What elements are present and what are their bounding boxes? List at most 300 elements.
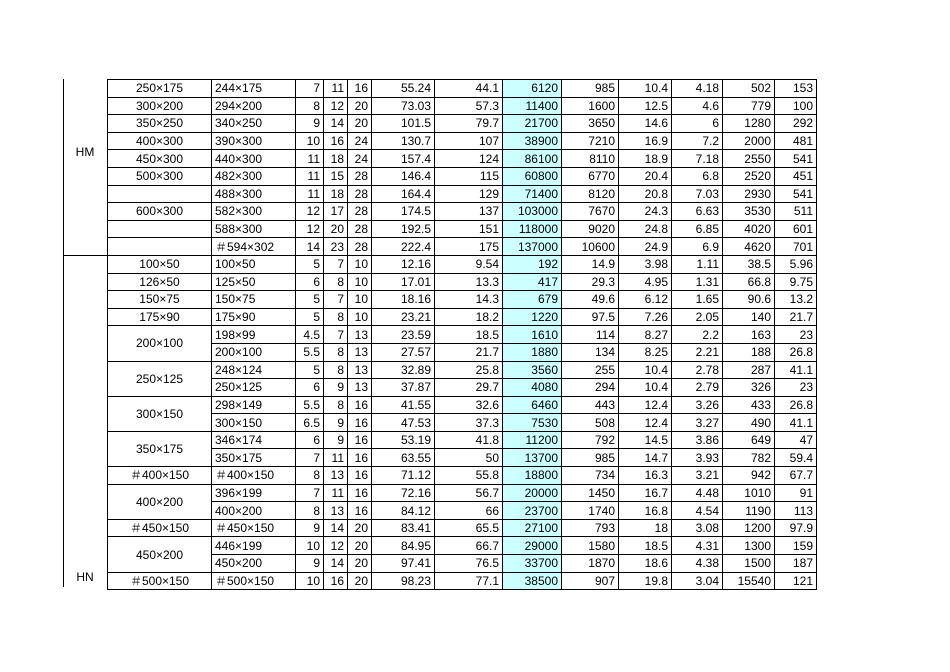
table-cell: 10 bbox=[348, 308, 372, 326]
table-cell: 20.8 bbox=[619, 185, 672, 203]
table-cell: 7.26 bbox=[619, 308, 672, 326]
table-cell: 287 bbox=[723, 361, 775, 379]
table-cell: 187 bbox=[775, 555, 817, 573]
section-size-cell: 350×175 bbox=[212, 449, 296, 467]
table-cell: 16 bbox=[324, 572, 348, 590]
table-cell: 14.5 bbox=[619, 431, 672, 449]
table-cell: 23.21 bbox=[372, 308, 435, 326]
table-row bbox=[108, 396, 817, 414]
table-row bbox=[108, 537, 817, 555]
table-cell: 137 bbox=[435, 203, 503, 221]
table-cell: 3.27 bbox=[672, 414, 723, 432]
table-row bbox=[108, 167, 817, 185]
table-cell: 140 bbox=[723, 308, 775, 326]
table-cell: 188 bbox=[723, 343, 775, 361]
table-cell: 25.8 bbox=[435, 361, 503, 379]
table-cell: 7210 bbox=[562, 132, 619, 150]
table-cell: 16 bbox=[348, 396, 372, 414]
table-cell: 16.8 bbox=[619, 502, 672, 520]
section-size-cell: 200×100 bbox=[212, 343, 296, 361]
table-cell: 5.5 bbox=[296, 396, 324, 414]
table-cell: 1220 bbox=[503, 308, 562, 326]
table-cell: 907 bbox=[562, 572, 619, 590]
table-cell: 2.21 bbox=[672, 343, 723, 361]
table-cell: 8 bbox=[324, 343, 348, 361]
section-size-cell: 175×90 bbox=[212, 308, 296, 326]
table-cell: 6 bbox=[296, 273, 324, 291]
table-cell: 13 bbox=[324, 467, 348, 485]
table-cell: 4.48 bbox=[672, 484, 723, 502]
table-cell: 49.6 bbox=[562, 291, 619, 309]
table-cell: 12 bbox=[296, 220, 324, 238]
table-cell: 18 bbox=[324, 150, 348, 168]
table-cell: 63.55 bbox=[372, 449, 435, 467]
table-cell: 12 bbox=[296, 203, 324, 221]
table-cell: 98.23 bbox=[372, 572, 435, 590]
table-row bbox=[108, 467, 817, 485]
table-cell: 17 bbox=[324, 203, 348, 221]
table-cell: 292 bbox=[775, 115, 817, 133]
table-cell: 6.8 bbox=[672, 167, 723, 185]
table-cell: 137000 bbox=[503, 238, 562, 256]
table-row bbox=[108, 414, 817, 432]
table-cell: 13 bbox=[348, 343, 372, 361]
table-cell: 2550 bbox=[723, 150, 775, 168]
table-row bbox=[108, 203, 817, 221]
table-cell: 4620 bbox=[723, 238, 775, 256]
table-cell: 14 bbox=[324, 519, 348, 537]
nominal-size-cell: 126×50 bbox=[108, 273, 212, 291]
table-cell: 16.9 bbox=[619, 132, 672, 150]
table-cell: 5.96 bbox=[775, 255, 817, 273]
table-row bbox=[108, 238, 817, 256]
table-cell: 11 bbox=[296, 150, 324, 168]
table-cell: 38900 bbox=[503, 132, 562, 150]
table-row bbox=[108, 343, 817, 361]
table-cell: 66.7 bbox=[435, 537, 503, 555]
table-cell: 7.03 bbox=[672, 185, 723, 203]
nominal-size-cell: 500×300 bbox=[108, 167, 212, 185]
nominal-size-cell: 250×125 bbox=[108, 361, 212, 396]
nominal-size-cell: 450×200 bbox=[108, 537, 212, 572]
table-cell: 115 bbox=[435, 167, 503, 185]
table-cell: 14 bbox=[296, 238, 324, 256]
table-cell: 1880 bbox=[503, 343, 562, 361]
table-cell: 14.3 bbox=[435, 291, 503, 309]
table-cell: 13700 bbox=[503, 449, 562, 467]
nominal-size-cell: 300×150 bbox=[108, 396, 212, 431]
nominal-size-cell: ＃450×150 bbox=[108, 519, 212, 537]
table-cell: 32.6 bbox=[435, 396, 503, 414]
table-cell: 10 bbox=[348, 255, 372, 273]
table-cell: 16 bbox=[348, 414, 372, 432]
table-cell: 47 bbox=[775, 431, 817, 449]
nominal-size-cell: 350×250 bbox=[108, 115, 212, 133]
table-cell: 10.4 bbox=[619, 361, 672, 379]
table-cell: 11 bbox=[324, 449, 348, 467]
table-cell: 1610 bbox=[503, 326, 562, 344]
table-cell: 79.7 bbox=[435, 115, 503, 133]
table-cell: 100 bbox=[775, 97, 817, 115]
table-cell: 107 bbox=[435, 132, 503, 150]
table-cell: 29000 bbox=[503, 537, 562, 555]
table-cell: 9 bbox=[324, 431, 348, 449]
table-cell: 41.8 bbox=[435, 431, 503, 449]
table-cell: 24.9 bbox=[619, 238, 672, 256]
table-cell: 649 bbox=[723, 431, 775, 449]
table-cell: 481 bbox=[775, 132, 817, 150]
table-cell: 10.4 bbox=[619, 379, 672, 397]
table-cell: 41.1 bbox=[775, 414, 817, 432]
table-row bbox=[108, 379, 817, 397]
table-cell: 101.5 bbox=[372, 115, 435, 133]
table-cell: 16.7 bbox=[619, 484, 672, 502]
table-cell: 47.53 bbox=[372, 414, 435, 432]
table-cell: 37.87 bbox=[372, 379, 435, 397]
table-cell: 8 bbox=[324, 308, 348, 326]
table-cell: 4.54 bbox=[672, 502, 723, 520]
nominal-size-cell: 400×300 bbox=[108, 132, 212, 150]
table-cell: 8 bbox=[296, 97, 324, 115]
table-cell: 55.8 bbox=[435, 467, 503, 485]
table-cell: 1280 bbox=[723, 115, 775, 133]
table-cell: 782 bbox=[723, 449, 775, 467]
nominal-size-cell: 350×175 bbox=[108, 431, 212, 466]
table-cell: 8110 bbox=[562, 150, 619, 168]
table-cell: 5 bbox=[296, 255, 324, 273]
table-cell: 9 bbox=[296, 555, 324, 573]
table-cell: 2520 bbox=[723, 167, 775, 185]
table-cell: 6460 bbox=[503, 396, 562, 414]
table-cell: 6 bbox=[672, 115, 723, 133]
table-row bbox=[108, 291, 817, 309]
table-row bbox=[108, 185, 817, 203]
table-cell: 13 bbox=[348, 379, 372, 397]
section-size-cell: 100×50 bbox=[212, 255, 296, 273]
table-cell: 20 bbox=[348, 537, 372, 555]
table-cell: 4.95 bbox=[619, 273, 672, 291]
table-cell: 4.6 bbox=[672, 97, 723, 115]
table-row bbox=[108, 220, 817, 238]
table-cell: 294 bbox=[562, 379, 619, 397]
table-cell: 76.5 bbox=[435, 555, 503, 573]
table-cell: 6 bbox=[296, 431, 324, 449]
section-size-cell: 244×175 bbox=[212, 80, 296, 98]
table-cell: 9 bbox=[296, 115, 324, 133]
table-row bbox=[108, 484, 817, 502]
table-cell: 3.98 bbox=[619, 255, 672, 273]
table-cell: 16.3 bbox=[619, 467, 672, 485]
table-cell: 7 bbox=[296, 484, 324, 502]
table-cell: 9 bbox=[324, 414, 348, 432]
table-cell: 57.3 bbox=[435, 97, 503, 115]
table-row bbox=[108, 273, 817, 291]
table-cell: 41.55 bbox=[372, 396, 435, 414]
section-size-cell: 450×200 bbox=[212, 555, 296, 573]
table-cell: 10 bbox=[296, 537, 324, 555]
section-size-cell: 198×99 bbox=[212, 326, 296, 344]
table-cell: 8 bbox=[296, 467, 324, 485]
table-cell: 37.3 bbox=[435, 414, 503, 432]
table-cell: 14.9 bbox=[562, 255, 619, 273]
table-cell: 10 bbox=[296, 132, 324, 150]
nominal-size-cell: 400×200 bbox=[108, 484, 212, 519]
table-cell: 29.3 bbox=[562, 273, 619, 291]
table-cell: 1600 bbox=[562, 97, 619, 115]
table-cell: 1010 bbox=[723, 484, 775, 502]
section-size-cell: 125×50 bbox=[212, 273, 296, 291]
table-cell: 24.8 bbox=[619, 220, 672, 238]
table-cell: 192 bbox=[503, 255, 562, 273]
table-cell: 6.85 bbox=[672, 220, 723, 238]
table-cell: 11 bbox=[296, 167, 324, 185]
table-cell: 53.19 bbox=[372, 431, 435, 449]
table-cell: 14 bbox=[324, 115, 348, 133]
table-cell: 6120 bbox=[503, 80, 562, 98]
table-cell: 6770 bbox=[562, 167, 619, 185]
table-cell: 124 bbox=[435, 150, 503, 168]
section-properties-table bbox=[107, 79, 817, 590]
table-cell: 8 bbox=[324, 396, 348, 414]
section-size-cell: 150×75 bbox=[212, 291, 296, 309]
table-cell: 174.5 bbox=[372, 203, 435, 221]
table-cell: 7.18 bbox=[672, 150, 723, 168]
table-cell: 16 bbox=[348, 502, 372, 520]
table-cell: 26.8 bbox=[775, 396, 817, 414]
table-cell: 5 bbox=[296, 308, 324, 326]
table-cell: 84.95 bbox=[372, 537, 435, 555]
section-size-cell: 300×150 bbox=[212, 414, 296, 432]
table-cell: 3530 bbox=[723, 203, 775, 221]
table-cell: 508 bbox=[562, 414, 619, 432]
table-cell: 72.16 bbox=[372, 484, 435, 502]
table-cell: 1.65 bbox=[672, 291, 723, 309]
category-separator bbox=[63, 255, 108, 256]
table-cell: 20 bbox=[348, 519, 372, 537]
section-size-cell: ＃450×150 bbox=[212, 519, 296, 537]
table-cell: 28 bbox=[348, 167, 372, 185]
table-cell: 3.93 bbox=[672, 449, 723, 467]
table-cell: 157.4 bbox=[372, 150, 435, 168]
table-cell: 65.5 bbox=[435, 519, 503, 537]
section-size-cell: 446×199 bbox=[212, 537, 296, 555]
table-cell: 18.5 bbox=[619, 537, 672, 555]
table-cell: 8.25 bbox=[619, 343, 672, 361]
table-cell: 1190 bbox=[723, 502, 775, 520]
nominal-size-cell: 300×200 bbox=[108, 97, 212, 115]
table-cell: 71400 bbox=[503, 185, 562, 203]
table-cell: 942 bbox=[723, 467, 775, 485]
table-cell: 19.8 bbox=[619, 572, 672, 590]
table-cell: 146.4 bbox=[372, 167, 435, 185]
table-cell: 20 bbox=[324, 220, 348, 238]
table-cell: 130.7 bbox=[372, 132, 435, 150]
table-cell: 2.05 bbox=[672, 308, 723, 326]
table-cell: 1300 bbox=[723, 537, 775, 555]
table-row bbox=[108, 132, 817, 150]
table-cell: 27.57 bbox=[372, 343, 435, 361]
table-cell: 23 bbox=[775, 326, 817, 344]
table-cell: 451 bbox=[775, 167, 817, 185]
table-cell: 18.5 bbox=[435, 326, 503, 344]
table-cell: 7 bbox=[296, 80, 324, 98]
table-row bbox=[108, 431, 817, 449]
table-row bbox=[108, 255, 817, 273]
table-cell: 60800 bbox=[503, 167, 562, 185]
table-cell: 2000 bbox=[723, 132, 775, 150]
table-cell: 601 bbox=[775, 220, 817, 238]
table-cell: 4.31 bbox=[672, 537, 723, 555]
table-cell: 12.16 bbox=[372, 255, 435, 273]
table-cell: 33700 bbox=[503, 555, 562, 573]
table-cell: 20 bbox=[348, 572, 372, 590]
table-cell: 12.4 bbox=[619, 396, 672, 414]
table-cell: 44.1 bbox=[435, 80, 503, 98]
table-cell: 7530 bbox=[503, 414, 562, 432]
table-cell: 7670 bbox=[562, 203, 619, 221]
table-cell: 4080 bbox=[503, 379, 562, 397]
table-cell: 4.38 bbox=[672, 555, 723, 573]
table-cell: 793 bbox=[562, 519, 619, 537]
section-size-cell: 294×200 bbox=[212, 97, 296, 115]
table-row bbox=[108, 115, 817, 133]
table-cell: 679 bbox=[503, 291, 562, 309]
table-row bbox=[108, 572, 817, 590]
table-row bbox=[108, 361, 817, 379]
table-cell: 15540 bbox=[723, 572, 775, 590]
table-cell: 153 bbox=[775, 80, 817, 98]
table-cell: 38500 bbox=[503, 572, 562, 590]
table-cell: 28 bbox=[348, 203, 372, 221]
table-cell: 11200 bbox=[503, 431, 562, 449]
section-size-cell: ＃500×150 bbox=[212, 572, 296, 590]
table-cell: 13 bbox=[348, 326, 372, 344]
table-cell: 21.7 bbox=[435, 343, 503, 361]
table-row bbox=[108, 555, 817, 573]
table-cell: 511 bbox=[775, 203, 817, 221]
table-cell: 23 bbox=[324, 238, 348, 256]
table-cell: 83.41 bbox=[372, 519, 435, 537]
section-size-cell: 396×199 bbox=[212, 484, 296, 502]
table-cell: 3650 bbox=[562, 115, 619, 133]
table-cell: 222.4 bbox=[372, 238, 435, 256]
table-cell: 41.1 bbox=[775, 361, 817, 379]
table-cell: 701 bbox=[775, 238, 817, 256]
table-cell: 18.16 bbox=[372, 291, 435, 309]
nominal-size-cell bbox=[108, 220, 212, 238]
table-cell: 118000 bbox=[503, 220, 562, 238]
table-cell: 443 bbox=[562, 396, 619, 414]
table-cell: 24 bbox=[348, 132, 372, 150]
table-cell: 20 bbox=[348, 97, 372, 115]
nominal-size-cell: 200×100 bbox=[108, 326, 212, 361]
table-row bbox=[108, 150, 817, 168]
table-cell: 24 bbox=[348, 150, 372, 168]
section-size-cell: 340×250 bbox=[212, 115, 296, 133]
table-cell: 18.9 bbox=[619, 150, 672, 168]
table-cell: 26.8 bbox=[775, 343, 817, 361]
table-cell: 113 bbox=[775, 502, 817, 520]
table-cell: 11 bbox=[324, 484, 348, 502]
table-row bbox=[108, 502, 817, 520]
nominal-size-cell: ＃500×150 bbox=[108, 572, 212, 590]
table-cell: 20000 bbox=[503, 484, 562, 502]
table-cell: 14.7 bbox=[619, 449, 672, 467]
table-cell: 17.01 bbox=[372, 273, 435, 291]
table-cell: 13.3 bbox=[435, 273, 503, 291]
table-cell: 541 bbox=[775, 150, 817, 168]
table-row bbox=[108, 326, 817, 344]
section-size-cell: 390×300 bbox=[212, 132, 296, 150]
table-cell: 28 bbox=[348, 238, 372, 256]
table-cell: 1.31 bbox=[672, 273, 723, 291]
table-cell: 502 bbox=[723, 80, 775, 98]
table-cell: 38.5 bbox=[723, 255, 775, 273]
table-cell: 86100 bbox=[503, 150, 562, 168]
table-cell: 2.2 bbox=[672, 326, 723, 344]
table-cell: 10 bbox=[296, 572, 324, 590]
table-cell: 18 bbox=[324, 185, 348, 203]
table-cell: 73.03 bbox=[372, 97, 435, 115]
table-cell: 163 bbox=[723, 326, 775, 344]
table-cell: 97.9 bbox=[775, 519, 817, 537]
table-cell: 56.7 bbox=[435, 484, 503, 502]
table-cell: 7 bbox=[324, 291, 348, 309]
table-cell: 7 bbox=[324, 255, 348, 273]
table-cell: 21.7 bbox=[775, 308, 817, 326]
table-cell: 24.3 bbox=[619, 203, 672, 221]
table-cell: 192.5 bbox=[372, 220, 435, 238]
table-cell: 255 bbox=[562, 361, 619, 379]
table-cell: 16 bbox=[348, 80, 372, 98]
table-cell: 159 bbox=[775, 537, 817, 555]
table-cell: 91 bbox=[775, 484, 817, 502]
table-cell: 97.5 bbox=[562, 308, 619, 326]
section-size-cell: 400×200 bbox=[212, 502, 296, 520]
table-cell: 121 bbox=[775, 572, 817, 590]
table-cell: 97.41 bbox=[372, 555, 435, 573]
table-cell: 28 bbox=[348, 220, 372, 238]
table-cell: 134 bbox=[562, 343, 619, 361]
table-cell: 12 bbox=[324, 97, 348, 115]
table-cell: 9 bbox=[296, 519, 324, 537]
table-cell: 541 bbox=[775, 185, 817, 203]
table-cell: 1870 bbox=[562, 555, 619, 573]
table-cell: 164.4 bbox=[372, 185, 435, 203]
table-cell: 2.78 bbox=[672, 361, 723, 379]
table-cell: 3560 bbox=[503, 361, 562, 379]
table-cell: 16 bbox=[348, 431, 372, 449]
table-cell: 23 bbox=[775, 379, 817, 397]
table-row bbox=[108, 80, 817, 98]
table-cell: 67.7 bbox=[775, 467, 817, 485]
table-cell: 84.12 bbox=[372, 502, 435, 520]
table-cell: 11 bbox=[324, 80, 348, 98]
table-cell: 21700 bbox=[503, 115, 562, 133]
section-size-cell: 588×300 bbox=[212, 220, 296, 238]
table-cell: 1740 bbox=[562, 502, 619, 520]
section-size-cell: ＃400×150 bbox=[212, 467, 296, 485]
section-size-cell: ＃594×302 bbox=[212, 238, 296, 256]
table-cell: 5 bbox=[296, 291, 324, 309]
section-size-cell: 298×149 bbox=[212, 396, 296, 414]
nominal-size-cell: 450×300 bbox=[108, 150, 212, 168]
table-cell: 6.9 bbox=[672, 238, 723, 256]
table-cell: 8120 bbox=[562, 185, 619, 203]
table-cell: 1580 bbox=[562, 537, 619, 555]
table-cell: 10.4 bbox=[619, 80, 672, 98]
table-cell: 175 bbox=[435, 238, 503, 256]
